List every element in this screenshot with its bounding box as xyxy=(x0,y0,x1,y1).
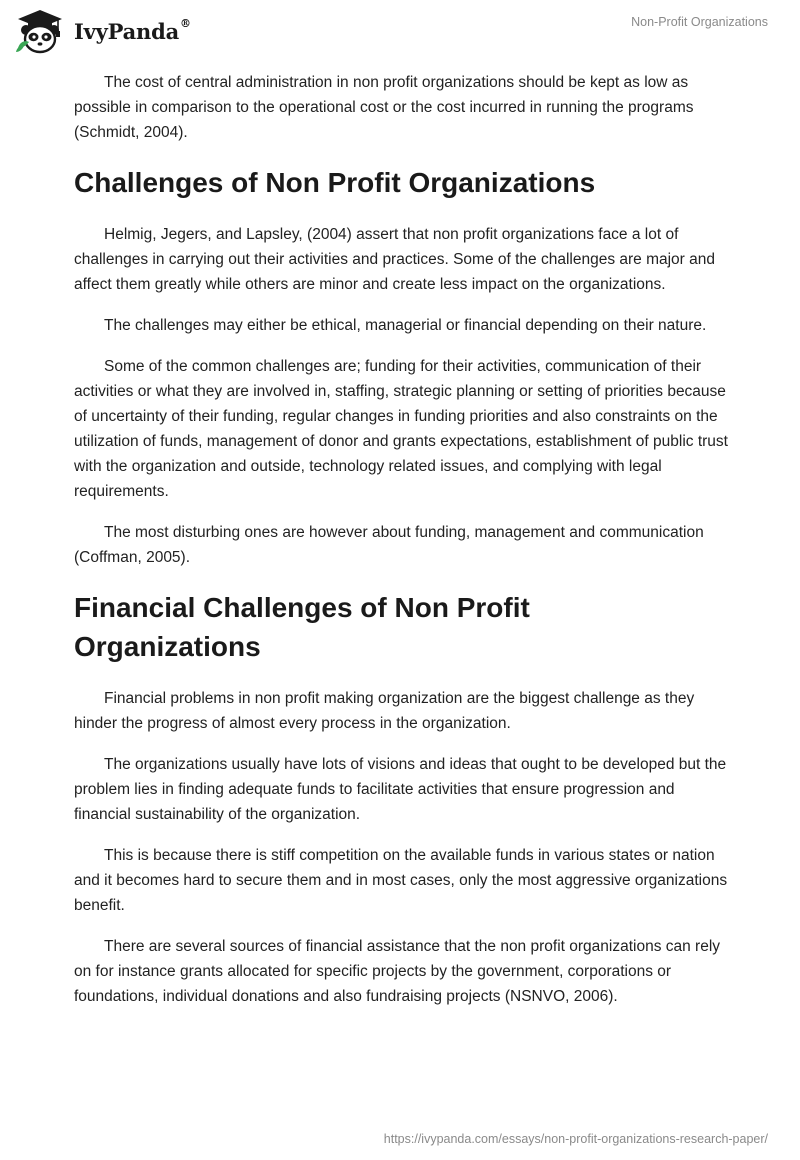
ivypanda-logo[interactable] xyxy=(14,8,191,54)
paragraph: Helmig, Jegers, and Lapsley, (2004) assert that non profit organizations face a lot of challenges in carrying out their activities and practices. Some of the challenges are major and affect them greatly while others are minor and create less impact on the organizations. xyxy=(74,226,716,293)
paragraph: This is because there is stiff competition on the available funds in various states or nation and it becomes hard to secure them and in most cases, only the most aggressive organizations benefit. xyxy=(74,847,728,914)
logo-text: IvyPanda® xyxy=(74,16,191,44)
section-heading: Challenges of Non Profit Organizations xyxy=(74,167,596,198)
paragraph: Financial problems in non profit making organization are the biggest challenge as they hinder the progress of almost every process in the organization. xyxy=(74,690,695,732)
section-heading: Financial Challenges of Non Profit Organizations xyxy=(74,592,530,662)
paragraph: The most disturbing ones are however about funding, management and communication (Coffman, 2005). xyxy=(74,524,704,566)
paragraph: The challenges may either be ethical, managerial or financial depending on their nature. xyxy=(104,317,707,334)
document-title: Non-Profit Organizations xyxy=(631,15,768,29)
panda-graduate-icon xyxy=(14,8,66,54)
paragraph: There are several sources of financial assistance that the non profit organizations can rely on for instance grants allocated for specific projects by the government, corporations or foundations, individual donations and also fundraising projects (NSNVO, 2006). xyxy=(74,938,721,1005)
paragraph: The organizations usually have lots of visions and ideas that ought to be developed but the problem lies in finding adequate funds to facilitate activities that ensure progression and financial sustainability of the organization. xyxy=(74,756,727,823)
essay-body xyxy=(74,70,734,1025)
paragraph: The cost of central administration in non profit organizations should be kept as low as possible in comparison to the operational cost or the cost incurred in running the programs (Schmidt, 2004). xyxy=(74,74,694,141)
paragraph: Some of the common challenges are; funding for their activities, communication of their activities or what they are involved in, staffing, strategic planning or setting of priorities because of uncertainty of their funding, regular changes in funding priorities and also constraints on the utilization of funds, management of donor and grants expectations, establishment of public trust with the organization and outside, technology related issues, and complying with legal requirements. xyxy=(74,358,728,500)
source-url[interactable]: https://ivypanda.com/essays/non-profit-organizations-research-paper/ xyxy=(383,1132,768,1146)
page-header xyxy=(0,0,800,66)
registered-mark: ® xyxy=(180,16,191,30)
